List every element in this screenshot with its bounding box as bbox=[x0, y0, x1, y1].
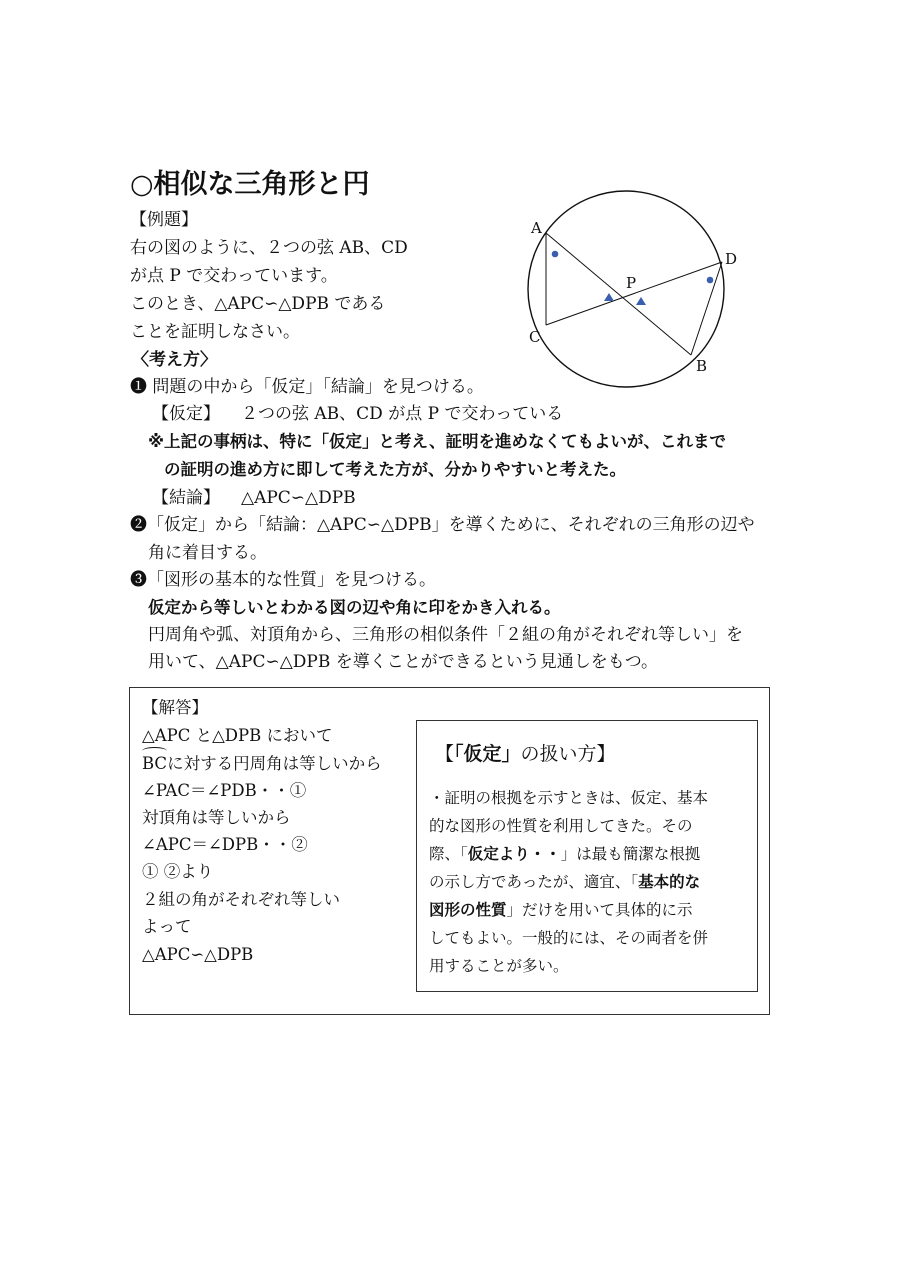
chord-ab bbox=[546, 233, 691, 355]
note-line: 的な図形の性質を利用してきた。その bbox=[429, 817, 693, 835]
answer-line: ∠APC＝∠DPB・・② bbox=[142, 835, 308, 854]
conclusion-label: 【結論】 bbox=[152, 488, 220, 508]
arc-bc: BC bbox=[142, 750, 167, 778]
note-title-rest: の扱い方】 bbox=[520, 743, 616, 765]
note-title bbox=[435, 739, 616, 766]
note-text: を用いて具体的に示 bbox=[553, 901, 693, 919]
note-text: 際、「 bbox=[429, 845, 468, 863]
conclusion-text: △APC∽△DPB bbox=[241, 488, 356, 508]
answer-line: ２組の角がそれぞれ等しい bbox=[142, 890, 340, 909]
angle-mark-a bbox=[552, 251, 559, 258]
answer-line: △APC と△DPB において bbox=[142, 726, 333, 745]
angle-mark-d bbox=[707, 277, 714, 284]
answer-line bbox=[142, 750, 382, 778]
note-bold: 仮定より・・ bbox=[467, 845, 561, 863]
answer-line: よって bbox=[142, 917, 192, 936]
note-text: の示し方であったが、適宜、「 bbox=[429, 873, 639, 891]
example-line: が点 P で交わっています。 bbox=[130, 266, 338, 286]
answer-line: 対頂角は等しいから bbox=[142, 808, 291, 827]
example-heading: 【例題】 bbox=[130, 210, 198, 230]
note-title-key: 「仮定」 bbox=[454, 743, 521, 765]
step3-line: 用いて、△APC∽△DPB を導くことができるという見通しをもつ。 bbox=[148, 652, 659, 672]
note-line: 用することが多い。 bbox=[429, 957, 569, 975]
label-d: D bbox=[725, 250, 738, 268]
step2: ❷「仮定」から「結論：△APC∽△DPB」を導くために、それぞれの三角形の辺や bbox=[130, 515, 755, 535]
step3: ❸「図形の基本的な性質」を見つける。 bbox=[130, 570, 436, 590]
answer-line: △APC∽△DPB bbox=[142, 945, 254, 964]
note-line bbox=[429, 840, 700, 868]
note-bold: 図形の性質 bbox=[429, 901, 507, 919]
note-line: してもよい。一般的には、その両者を併 bbox=[429, 929, 709, 947]
note-line: ・証明の根拠を示すときは、仮定、基本 bbox=[429, 789, 709, 807]
step2-cont: 角に着目する。 bbox=[148, 543, 267, 563]
note-text: 」だけ bbox=[506, 901, 554, 919]
label-b: B bbox=[696, 357, 708, 375]
note-text: 」は最も簡潔な根拠 bbox=[560, 845, 701, 863]
assumption-label: 【仮定】 bbox=[152, 404, 220, 424]
answer-heading: 【解答】 bbox=[142, 698, 208, 717]
label-a: A bbox=[531, 219, 542, 237]
answer-line: ① ②より bbox=[142, 862, 214, 881]
step3-line: 円周角や弧、対頂角から、三角形の相似条件「２組の角がそれぞれ等しい」を bbox=[148, 625, 743, 645]
example-line: ことを証明しなさい。 bbox=[130, 322, 300, 342]
assumption-text: ２つの弦 AB、CD が点 P で交わっている bbox=[241, 404, 564, 424]
page-title: ○相似な三角形と円 bbox=[130, 169, 370, 200]
approach-heading: 〈考え方〉 bbox=[132, 350, 217, 370]
segment-db bbox=[691, 262, 722, 355]
note-line bbox=[429, 896, 693, 924]
step1: ❶ 問題の中から「仮定」「結論」を見つける。 bbox=[130, 377, 484, 397]
note-box bbox=[416, 720, 758, 992]
step3-bold: 仮定から等しいとわかる図の辺や角に印をかき入れる。 bbox=[148, 598, 561, 617]
answer-line-rest: に対する円周角は等しいから bbox=[167, 754, 382, 773]
answer-line: ∠PAC＝∠PDB・・① bbox=[142, 781, 307, 800]
note-title-open: 【 bbox=[435, 743, 455, 765]
chord-cd bbox=[546, 262, 722, 325]
angle-mark-p-right bbox=[636, 297, 646, 305]
angle-mark-p-left bbox=[604, 293, 614, 301]
note-line bbox=[429, 868, 700, 896]
circle-diagram bbox=[520, 185, 750, 395]
note-line: ※上記の事柄は、特に「仮定」と考え、証明を進めなくてもよいが、これまで bbox=[148, 432, 727, 451]
label-p: P bbox=[626, 274, 637, 292]
example-line: 右の図のように、２つの弦 AB、CD bbox=[130, 238, 408, 258]
example-line: このとき、△APC∽△DPB である bbox=[130, 294, 386, 314]
label-c: C bbox=[529, 328, 541, 346]
note-line: の証明の進め方に即して考えた方が、分かりやすいと考えた。 bbox=[164, 460, 626, 479]
note-bold: 基本的な bbox=[638, 873, 701, 891]
